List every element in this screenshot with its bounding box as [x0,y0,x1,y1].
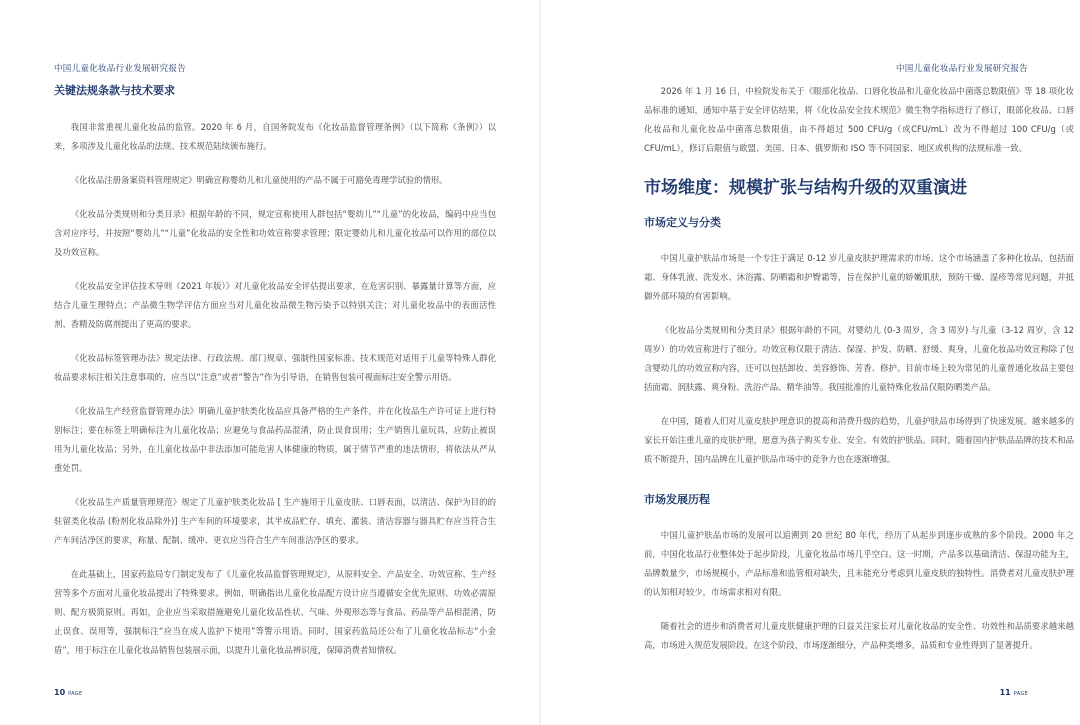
paragraph: 《化妆品生产质量管理规范》规定了儿童护肤类化妆品 [ 生产施用于儿童皮肤、口唇表面，以清洁、保护为目的的驻留类化妆品 (粉剂化妆品除外)] 生产车间的环境要求，其半成品贮存、填充、灌装、清洁容器与器具贮存应当符合生产车间洁净区的要求，称量、配制、缓冲、更衣应当符合生产车间准洁净区的要求。 [54,497,496,545]
paragraph: 在此基础上，国家药监局专门制定发布了《儿童化妆品监督管理规定》，从原料安全、产品安全、功效宣称、生产经营等多个方面对儿童化妆品提出了特殊要求。例如，明确指出儿童化妆品配方设计应当遵循安全优先原则、功效必需原则、配方极简原则。再如，企业应当采取措施避免儿童化妆品性状、气味、外观形态等与食品、药品等产品相混淆，防止误食、误用等，强制标注“应当在成人监护下使用”等警示用语。同时，国家药监局还公布了儿童化妆品标志“小金盾”，用于标注在儿童化妆品销售包装展示面，以提升儿童化妆品辨识度，保障消费者知情权。 [54,569,496,655]
left-page-content [54,82,496,660]
right-page-content [644,82,1074,655]
paragraph: 我国非常重视儿童化妆品的监管。2020 年 6 月，自国务院发布《化妆品监督管理条例》（以下简称《条例》）以来，多项涉及儿童化妆品的法规、技术规范陆续颁布施行。 [54,122,496,151]
paragraph: 随着社会的进步和消费者对儿童皮肤健康护理的日益关注家长对儿童化妆品的安全性、功效性和品质要求越来越高，市场进入规范发展阶段。在这个阶段，市场逐渐细分，产品种类增多，品质和专业性得到了显著提升。 [644,621,1074,650]
paragraph: 《化妆品分类规则和分类目录》根据年龄的不同，对婴幼儿 (0-3 周岁，含 3 周岁) 与儿童（3-12 周岁，含 12 周岁）的功效宣称进行了细分。功效宣称仅限于清洁、保湿、护发、防晒、舒缓、爽身，儿童化妆品功效宣称除了包含婴幼儿的功效宣称内容，还可以包括卸妆、美容修饰、芳香、修护。目前市场上较为常见的儿童普通化妆品主要包括面霜、润肤露、爽身粉、洗浴产品、精华油等。我国批准的儿童特殊化妆品仅限防晒类产品。 [644,325,1074,392]
paragraph: 在中国，随着人们对儿童皮肤护理意识的提高和消费升级的趋势，儿童护肤品市场得到了快速发展。越来越多的家长开始注重儿童的皮肤护理，愿意为孩子购买专业、安全、有效的护肤品。同时，随着国内护肤品品牌的技术和品质不断提升，国内品牌在儿童护肤品市场中的竞争力也在逐渐增强。 [644,416,1074,464]
running-header-right: 中国儿童化妆品行业发展研究报告 [895,64,1028,74]
intro-paragraph: 2026 年 1 月 16 日，中检院发布关于《眼部化妆品、口唇化妆品和儿童化妆品中菌落总数限值》等 18 项化妆品标准的通知，通知中基于安全评估结果，将《化妆品安全技术规范》微生物学指标进行了修订，眼部化妆品、口唇化妆品和儿童化妆品中菌落总数限值，由不得超过 500 CFU/g（或CFU/mL）改为不得超过 100 CFU/g（或 CFU/mL），修订后限值与欧盟、美国、日本、俄罗斯和 ISO 等不同国家、地区或机构的法规标准一致。 [644,86,1074,153]
paragraph: 中国儿童护肤品市场的发展可以追溯到 20 世纪 80 年代，经历了从起步到逐步成熟的多个阶段。2000 年之前，中国化妆品行业整体处于起步阶段，儿童化妆品市场几乎空白。这一时期，产品多以基础清洁、保湿功能为主，品牌数量少，市场规模小，产品标准和监管相对缺失，且未能充分考虑到儿童皮肤的独特性。消费者对儿童皮肤护理的认知相对较少，市场需求相对有限。 [644,530,1074,597]
right-page [540,0,1080,725]
page-number: 11 [999,688,1011,697]
paragraph: 《化妆品注册备案资料管理规定》明确宣称婴幼儿和儿童使用的产品不属于可豁免毒理学试验的情形。 [70,175,448,185]
running-header-left: 中国儿童化妆品行业发展研究报告 [54,64,187,74]
page-label: PAGE [68,691,83,697]
page-label: PAGE [1013,691,1028,697]
paragraph: 《化妆品标签管理办法》规定法律、行政法规、部门规章、强制性国家标准、技术规范对适用于儿童等特殊人群化妆品要求标注相关注意事项的，应当以“注意”或者“警告”作为引导语，在销售包装可视面标注安全警示用语。 [54,353,496,382]
page-number-right [1000,688,1028,697]
paragraph: 《化妆品安全评估技术导则（2021 年版）》对儿童化妆品安全评估提出要求，在危害识别、暴露量计算等方面，应结合儿童生理特点；产品微生物学评估方面应当对儿童化妆品微生物污染予以特别关注；对儿童化妆品中的表面活性剂、香精及防腐剂提出了更高的要求。 [54,281,496,329]
subsection-title-history: 市场发展历程 [644,493,710,506]
paragraph: 中国儿童护肤品市场是一个专注于满足 0-12 岁儿童皮肤护理需求的市场。这个市场涵盖了多种化妆品，包括面霜、身体乳液、洗发水、沐浴露、防晒霜和护臀霜等，旨在保护儿童的娇嫩肌肤，预防干燥、湿疹等常见问题，并抵御外部环境的有害影响。 [644,253,1074,301]
page-number: 10 [54,688,66,697]
paragraph: 《化妆品生产经营监督管理办法》明确儿童护肤类化妆品应具备严格的生产条件，并在化妆品生产许可证上进行特别标注；要在标签上明确标注为儿童化妆品；应避免与食品药品混淆，防止误食误用；生产销售儿童玩具，应防止被误用为儿童化妆品；另外，在儿童化妆品中非法添加可能危害人体健康的物质，属于情节严重的违法情形，将依法从严从重处罚。 [54,406,496,473]
section-title: 关键法规条款与技术要求 [54,84,175,97]
paragraph: 《化妆品分类规则和分类目录》根据年龄的不同，规定宣称使用人群包括“婴幼儿”“儿童”的化妆品，编码中应当包含对应序号，并按照“婴幼儿”“儿童”化妆品的安全性和功效宣称要求管理；限定婴幼儿和儿童化妆品可以作用的部位以及功效宣称。 [54,209,496,257]
chapter-title: 市场维度：规模扩张与结构升级的双重演进 [644,178,967,198]
page-number-left [54,688,82,697]
subsection-title-definition: 市场定义与分类 [644,216,721,229]
